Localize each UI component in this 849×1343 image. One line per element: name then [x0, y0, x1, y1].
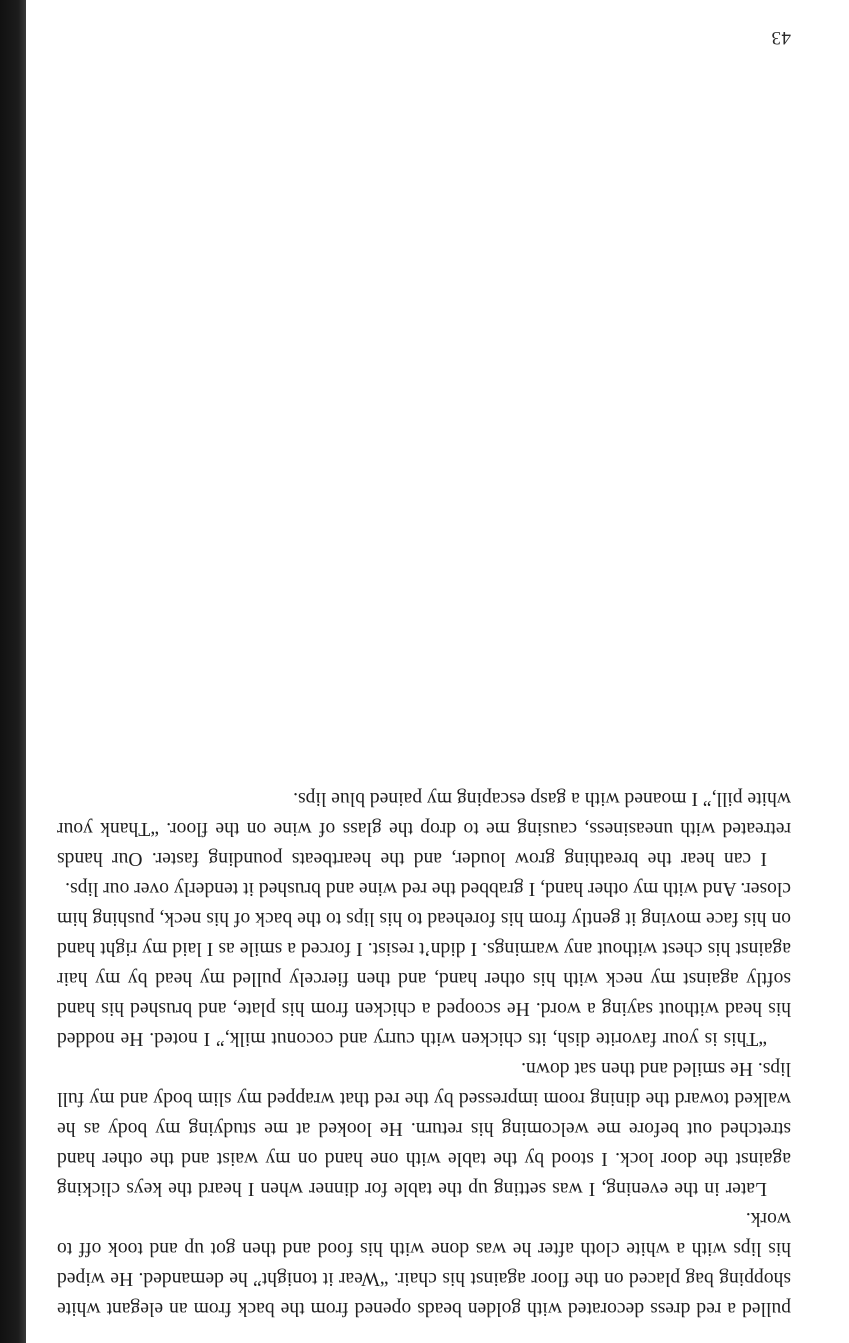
binding-shadow	[0, 0, 26, 1343]
paragraph: Later in the evening, I was setting up the table for dinner when I heard the keys clicking against the door lock. I stood by the table with one hand on my waist and the other hand stretched out before me welcoming his return. He looked at me studying my body as he walked toward the dining room impressed by the red that wrapped my slim body and my full lips. He smiled and then sat down.	[57, 1058, 791, 1199]
paragraph: pulled a red dress decorated with golden beads opened from the back from an elegant white shopping bag placed on the floor against his chair. “Wear it tonight” he demanded. He wiped his lips with a white cloth after he was done with his food and then got up and took off to work.	[57, 1208, 791, 1319]
paragraph: “This is your favorite dish, its chicken with curry and coconut milk,” I noted. He nodded his head without saying a word. He scooped a chicken from his plate, and brushed his hand softly against my neck with his other hand, and then fiercely pulled my head by my hair against his chest without any warnings. I didn’t resist. I forced a smile as I laid my right hand on his face moving it gently from his forehead to his lips to the back of his neck, pushing him closer. And with my other hand, I grabbed the red wine and brushed it tenderly over our lips.	[57, 878, 791, 1049]
paragraph: I can hear the breathing grow louder, and the heartbeats pounding faster. Our hands retreated with uneasiness, causing me to drop the glass of wine on the floor. “Thank your white pill,” I moaned with a gasp escaping my pained blue lips.	[57, 788, 791, 869]
page-number: 43	[771, 27, 791, 48]
body-text	[57, 783, 791, 1323]
